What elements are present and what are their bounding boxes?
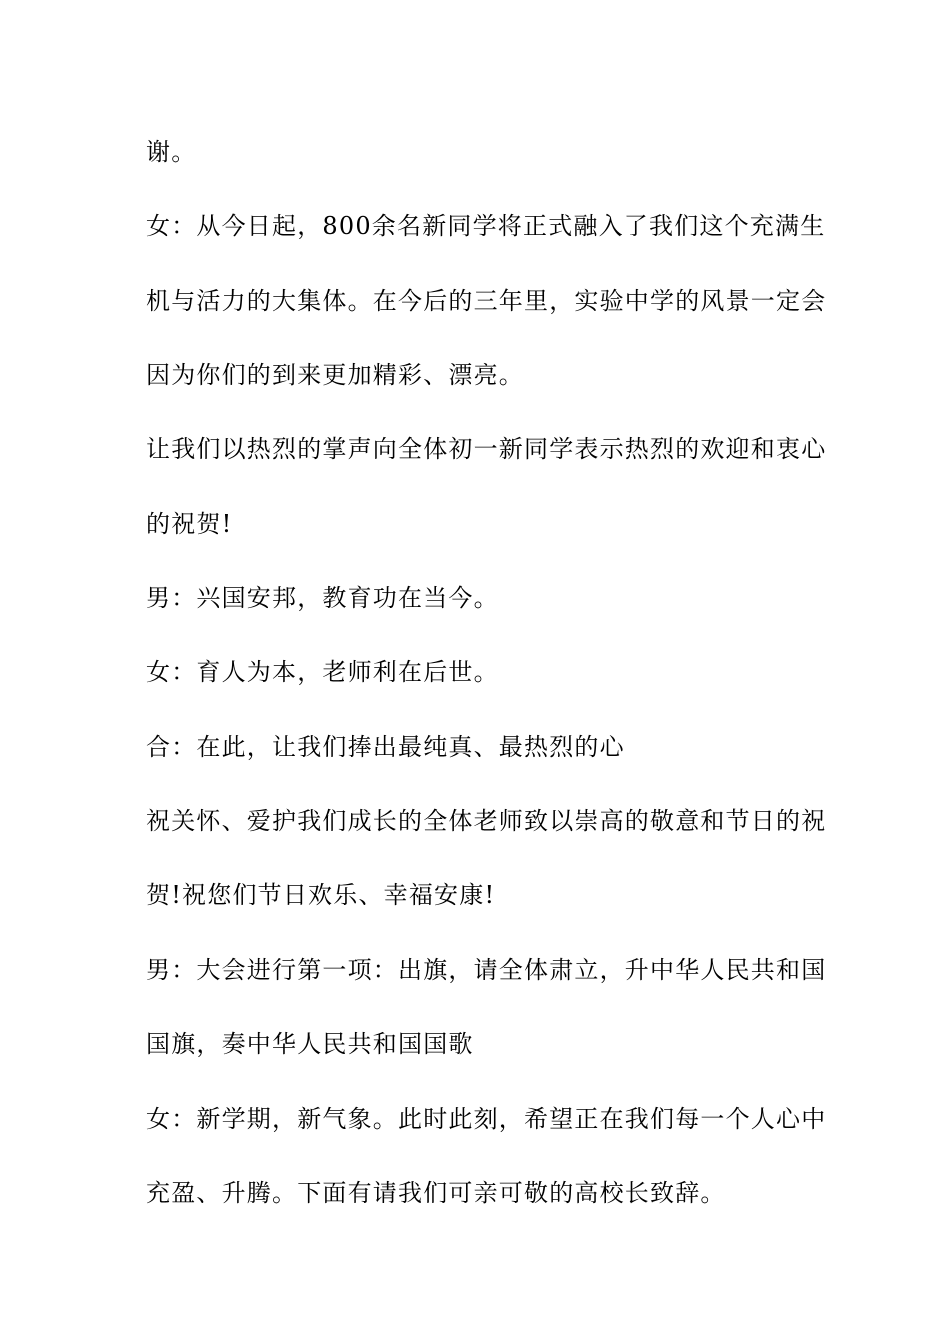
text-line: 女：从今日起，800余名新同学将正式融入了我们这个充满生 <box>146 212 826 240</box>
text-line: 让我们以热烈的掌声向全体初一新同学表示热烈的欢迎和衷心 <box>146 435 827 463</box>
text-line: 因为你们的到来更加精彩、漂亮。 <box>146 361 524 389</box>
text-line: 贺!祝您们节日欢乐、幸福安康! <box>146 881 496 909</box>
text-line: 谢。 <box>146 138 197 166</box>
text-line: 的祝贺! <box>146 510 233 538</box>
text-line: 女：育人为本，老师利在后世。 <box>146 658 499 686</box>
text-line: 充盈、升腾。下面有请我们可亲可敬的高校长致辞。 <box>146 1179 726 1207</box>
text-line: 祝关怀、爱护我们成长的全体老师致以崇高的敬意和节日的祝 <box>146 807 827 835</box>
text-line: 机与活力的大集体。在今后的三年里，实验中学的风景一定会 <box>146 287 827 315</box>
text-line: 男：大会进行第一项：出旗，请全体肃立，升中华人民共和国 <box>146 956 827 984</box>
text-line: 女：新学期，新气象。此时此刻，希望正在我们每一个人心中 <box>146 1105 827 1133</box>
text-line: 合：在此，让我们捧出最纯真、最热烈的心 <box>146 733 625 761</box>
text-line: 男：兴国安邦，教育功在当今。 <box>146 584 499 612</box>
text-line: 国旗，奏中华人民共和国国歌 <box>146 1030 474 1058</box>
